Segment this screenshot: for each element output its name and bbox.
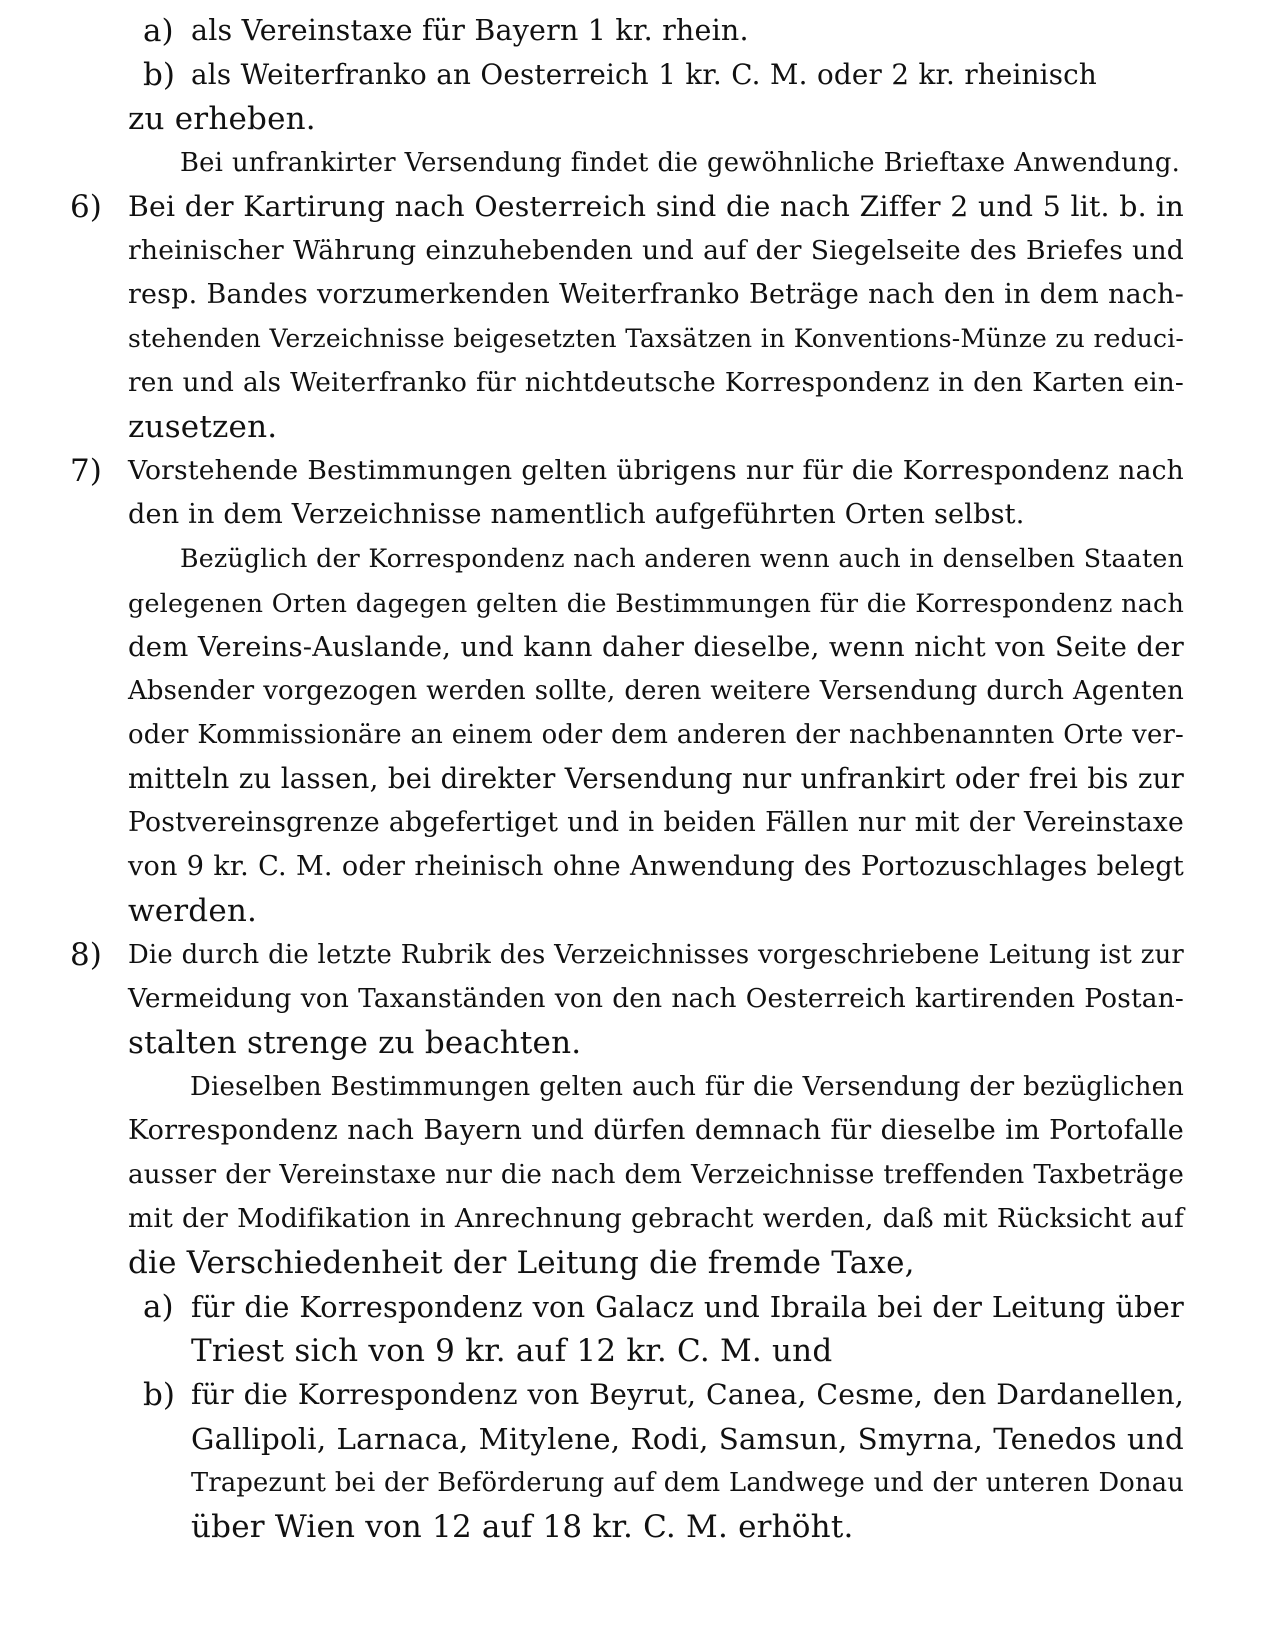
item-7-paragraph-line: dem Vereins-Auslande, und kann daher dieselbe, wenn nicht von Seite der xyxy=(128,631,1184,663)
item-8-line: Vermeidung von Taxanständen von den nach Oesterreich kartirenden Postan- xyxy=(128,984,1184,1014)
item-7-paragraph-line: von 9 kr. C. M. oder rheinisch ohne Anwendung des Portozuschlages belegt xyxy=(128,851,1184,882)
item-8-line: stalten strenge zu beachten. xyxy=(128,1025,582,1061)
item-8-sub-b-label: b) xyxy=(143,1377,175,1413)
item-7-paragraph-line: Bezüglich der Korrespondenz nach anderen wenn auch in denselben Staaten xyxy=(180,544,1184,573)
item-6-line: zusetzen. xyxy=(128,409,278,445)
item-6-line: resp. Bandes vorzumerkenden Weiterfranko Beträge nach den in dem nach- xyxy=(128,279,1184,310)
item-7-paragraph-line: Postvereinsgrenze abgefertiget und in beiden Fällen nur mit der Vereinstaxe xyxy=(128,807,1184,838)
item-8-paragraph-line: mit der Modifikation in Anrechnung gebracht werden, daß mit Rücksicht auf xyxy=(128,1203,1184,1234)
item-6-line: Bei der Kartirung nach Oesterreich sind die nach Ziffer 2 und 5 lit. b. in xyxy=(128,190,1184,223)
item-7-paragraph-line: mitteln zu lassen, bei direkter Versendung nur unfrankirt oder frei bis zur xyxy=(128,762,1184,795)
item-8-sub-b-line: Trapezunt bei der Beförderung auf dem Landwege und der unteren Donau xyxy=(191,1468,1184,1498)
item-5-sub-a-label: a) xyxy=(143,13,174,49)
item-8-number: 8) xyxy=(70,937,102,973)
item-6-line: stehenden Verzeichnisse beigesetzten Taxsätzen in Konventions-Münze zu reduci- xyxy=(128,324,1184,353)
item-6-number: 6) xyxy=(70,189,102,225)
item-5-sub-b-label: b) xyxy=(143,57,175,93)
item-8-sub-b-line: für die Korrespondenz von Beyrut, Canea, Cesme, den Dardanellen, xyxy=(191,1378,1184,1411)
item-8-paragraph-line: die Verschiedenheit der Leitung die fremde Taxe, xyxy=(128,1245,915,1281)
item-7-paragraph-line: Absender vorgezogen werden sollte, deren weitere Versendung durch Agenten xyxy=(128,676,1184,706)
item-8-paragraph-line: ausser der Vereinstaxe nur die nach dem Verzeichnisse treffenden Taxbeträge xyxy=(128,1160,1184,1190)
item-8-paragraph-line: Dieselben Bestimmungen gelten auch für die Versendung der bezüglichen xyxy=(190,1072,1184,1102)
item-5-sub-a-text: als Vereinstaxe für Bayern 1 kr. rhein. xyxy=(191,14,749,47)
item-8-sub-b-line: über Wien von 12 auf 18 kr. C. M. erhöht. xyxy=(191,1509,854,1545)
item-7-line: Vorstehende Bestimmungen gelten übrigens nur für die Korrespondenz nach xyxy=(128,455,1184,486)
item-7-paragraph-line: werden. xyxy=(128,893,258,929)
item-5-sub-b-line: als Weiterfranko an Oesterreich 1 kr. C. M. oder 2 kr. rheinisch xyxy=(191,58,1097,91)
item-8-sub-a-line: für die Korrespondenz von Galacz und Ibraila bei der Leitung über xyxy=(191,1290,1184,1324)
item-5-sub-b-line: zu erheben. xyxy=(128,101,316,137)
item-5-note: Bei unfrankirter Versendung findet die gewöhnliche Brieftaxe Anwendung. xyxy=(180,148,1180,178)
item-8-paragraph-line: Korrespondenz nach Bayern und dürfen demnach für dieselbe im Portofalle xyxy=(128,1115,1184,1146)
item-8-sub-b-line: Gallipoli, Larnaca, Mitylene, Rodi, Samsun, Smyrna, Tenedos und xyxy=(191,1422,1184,1456)
item-7-number: 7) xyxy=(70,453,102,489)
item-8-sub-a-line: Triest sich von 9 kr. auf 12 kr. C. M. und xyxy=(191,1333,833,1369)
item-6-line: rheinischer Währung einzuhebenden und auf der Siegelseite des Briefes und xyxy=(128,235,1184,266)
item-7-paragraph-line: oder Kommissionäre an einem oder dem anderen der nachbenannten Orte ver- xyxy=(128,720,1184,750)
item-8-sub-a-label: a) xyxy=(143,1289,174,1325)
item-7-paragraph-line: gelegenen Orten dagegen gelten die Bestimmungen für die Korrespondenz nach xyxy=(128,588,1184,618)
item-6-line: ren und als Weiterfranko für nichtdeutsche Korrespondenz in den Karten ein- xyxy=(128,368,1184,398)
item-8-line: Die durch die letzte Rubrik des Verzeichnisses vorgeschriebene Leitung ist zur xyxy=(128,940,1184,970)
item-7-line: den in dem Verzeichnisse namentlich aufgeführten Orten selbst. xyxy=(128,499,1025,530)
